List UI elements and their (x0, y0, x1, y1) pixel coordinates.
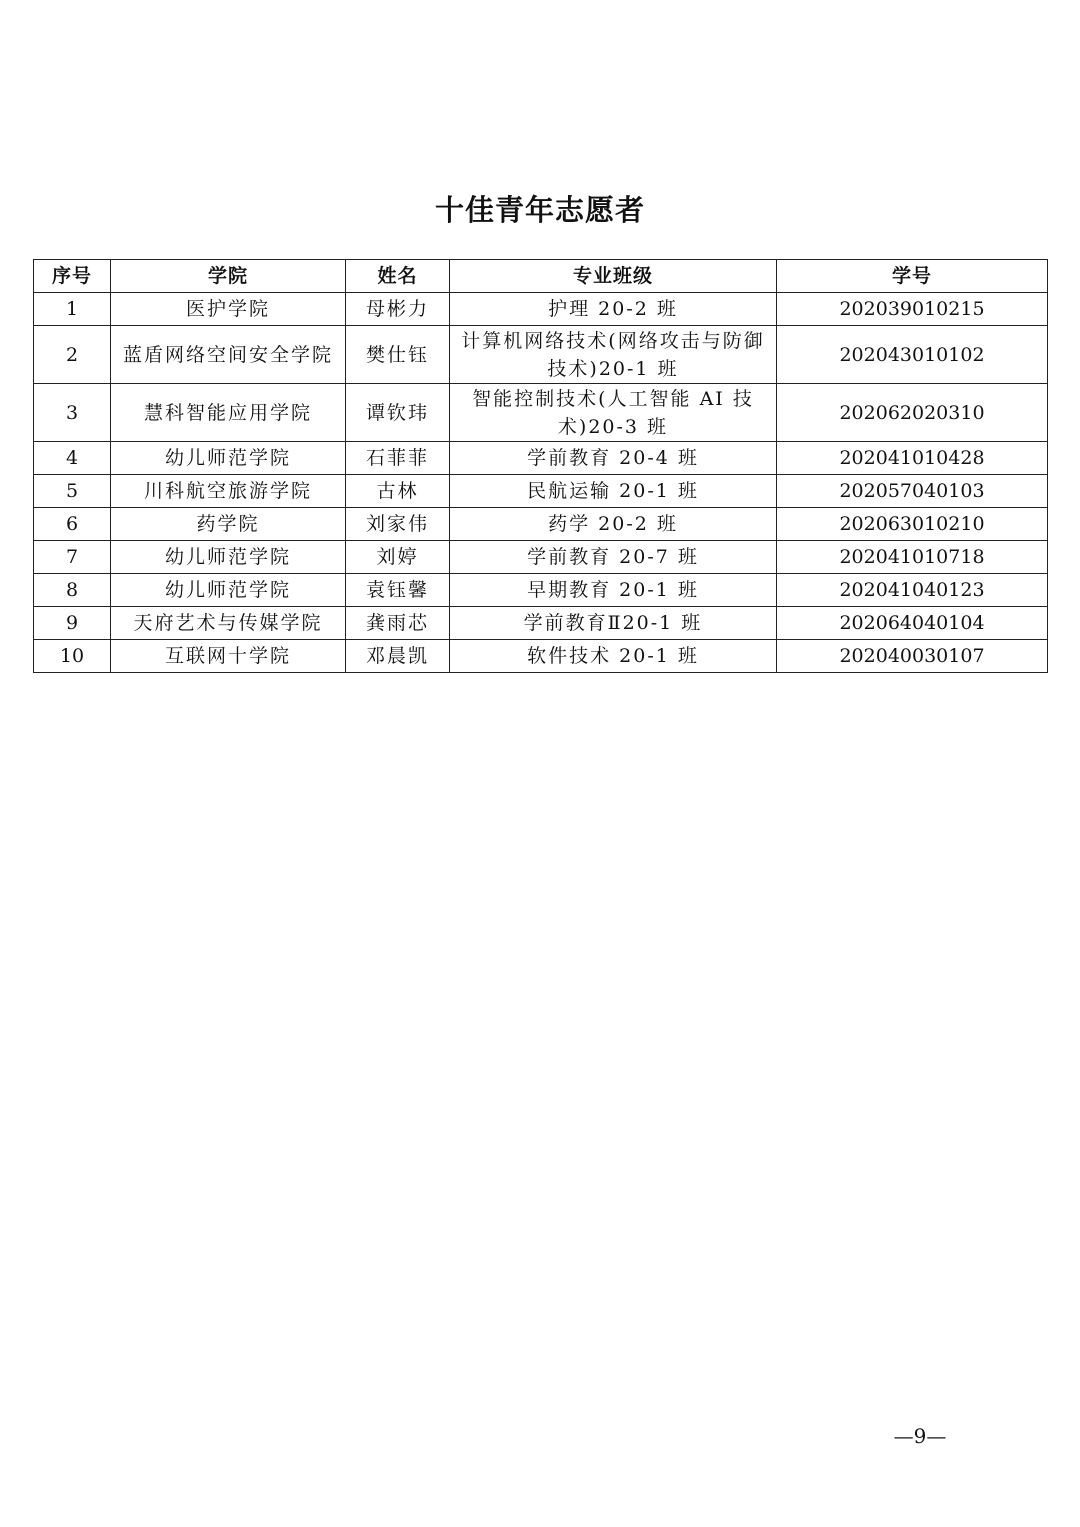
cell-index: 1 (34, 293, 111, 326)
cell-name: 刘婷 (346, 541, 450, 574)
cell-student-id: 202040030107 (777, 640, 1048, 673)
cell-student-id: 202041010718 (777, 541, 1048, 574)
cell-name: 邓晨凯 (346, 640, 450, 673)
cell-class: 软件技术 20-1 班 (450, 640, 777, 673)
cell-student-id: 202041040123 (777, 574, 1048, 607)
cell-student-id: 202063010210 (777, 508, 1048, 541)
cell-name: 谭钦玮 (346, 384, 450, 442)
cell-name: 母彬力 (346, 293, 450, 326)
table-row (34, 442, 1048, 475)
table-row (34, 326, 1048, 384)
cell-college: 药学院 (111, 508, 346, 541)
table-row (34, 574, 1048, 607)
table-row (34, 607, 1048, 640)
cell-student-id: 202062020310 (777, 384, 1048, 442)
table-row (34, 475, 1048, 508)
page-number: —9— (893, 1424, 947, 1448)
cell-student-id: 202064040104 (777, 607, 1048, 640)
header-name: 姓名 (346, 260, 450, 293)
cell-college: 慧科智能应用学院 (111, 384, 346, 442)
header-class: 专业班级 (450, 260, 777, 293)
table-row (34, 640, 1048, 673)
cell-student-id: 202039010215 (777, 293, 1048, 326)
cell-student-id: 202043010102 (777, 326, 1048, 384)
cell-index: 8 (34, 574, 111, 607)
cell-index: 3 (34, 384, 111, 442)
cell-class: 药学 20-2 班 (450, 508, 777, 541)
cell-college: 蓝盾网络空间安全学院 (111, 326, 346, 384)
header-student-id: 学号 (777, 260, 1048, 293)
cell-index: 7 (34, 541, 111, 574)
cell-name: 龚雨芯 (346, 607, 450, 640)
cell-class: 早期教育 20-1 班 (450, 574, 777, 607)
table-row (34, 293, 1048, 326)
header-index: 序号 (34, 260, 111, 293)
cell-index: 10 (34, 640, 111, 673)
table-row (34, 384, 1048, 442)
header-college: 学院 (111, 260, 346, 293)
cell-name: 刘家伟 (346, 508, 450, 541)
table-row (34, 508, 1048, 541)
cell-index: 5 (34, 475, 111, 508)
cell-college: 幼儿师范学院 (111, 442, 346, 475)
cell-class: 学前教育 20-4 班 (450, 442, 777, 475)
cell-index: 4 (34, 442, 111, 475)
cell-class: 民航运输 20-1 班 (450, 475, 777, 508)
volunteers-table (33, 259, 1048, 673)
cell-class: 学前教育Ⅱ20-1 班 (450, 607, 777, 640)
cell-class: 护理 20-2 班 (450, 293, 777, 326)
cell-class: 智能控制技术(人工智能 AI 技术)20-3 班 (450, 384, 777, 442)
cell-class: 计算机网络技术(网络攻击与防御技术)20-1 班 (450, 326, 777, 384)
cell-college: 互联网十学院 (111, 640, 346, 673)
cell-name: 袁钰馨 (346, 574, 450, 607)
cell-class: 学前教育 20-7 班 (450, 541, 777, 574)
table-header-row (34, 260, 1048, 293)
cell-college: 幼儿师范学院 (111, 574, 346, 607)
cell-college: 幼儿师范学院 (111, 541, 346, 574)
cell-college: 川科航空旅游学院 (111, 475, 346, 508)
table-row (34, 541, 1048, 574)
cell-index: 6 (34, 508, 111, 541)
cell-index: 9 (34, 607, 111, 640)
cell-name: 石菲菲 (346, 442, 450, 475)
cell-student-id: 202057040103 (777, 475, 1048, 508)
cell-index: 2 (34, 326, 111, 384)
cell-college: 医护学院 (111, 293, 346, 326)
cell-name: 樊仕钰 (346, 326, 450, 384)
cell-college: 天府艺术与传媒学院 (111, 607, 346, 640)
cell-student-id: 202041010428 (777, 442, 1048, 475)
page-title: 十佳青年志愿者 (434, 193, 645, 227)
cell-name: 古林 (346, 475, 450, 508)
